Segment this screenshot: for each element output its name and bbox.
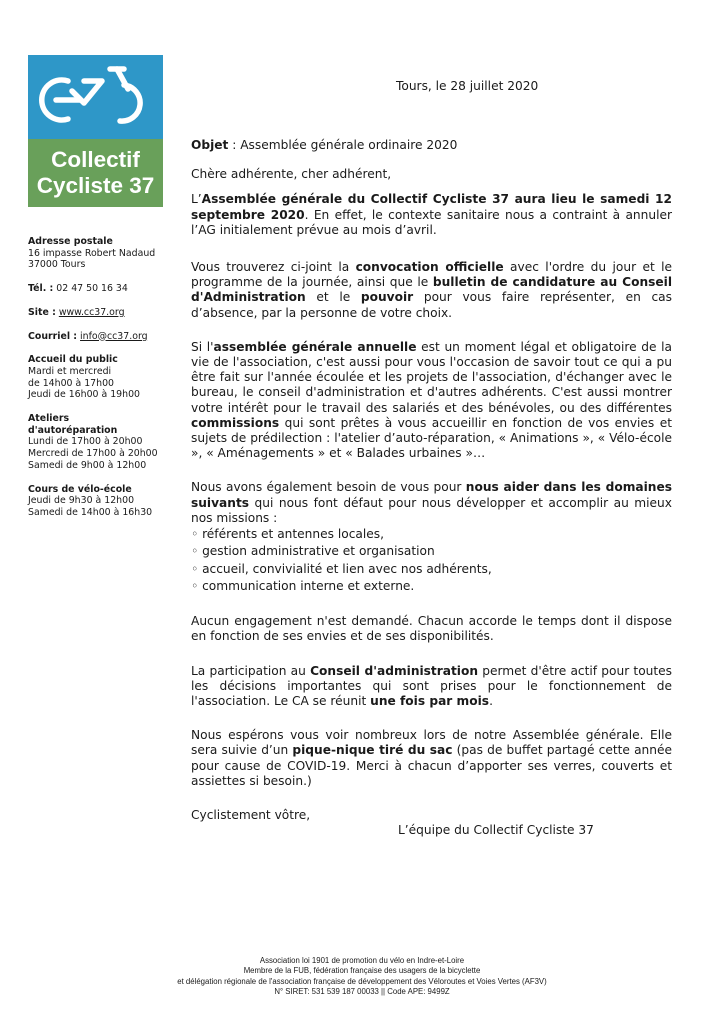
list-item: ◦ référents et antennes locales, [191,527,384,542]
site-block [28,307,178,319]
footer-line: Membre de la FUB, fédération française des usagers de la bicyclette [243,966,481,976]
paragraph-2: Vous trouverez ci-joint la convocation officielle avec l'ordre du jour et le programme de la journée, ainsi que le bulletin de candidature au Conseil d'Administration et le pouvoir pour vous faire représenter, en cas d’absence, par la personne de votre choix. [191,260,673,320]
public-line: de 14h00 à 17h00 [28,377,115,389]
logo-top-panel [28,55,163,139]
tel-label: Tél. : [28,283,54,295]
tel-block [28,283,178,295]
cours-line: Jeudi de 9h30 à 12h00 [28,495,135,507]
tel-value: 02 47 50 16 34 [56,283,128,295]
ag-date-highlight: Assemblée générale du Collectif Cycliste 37 aura lieu le samedi 12 septembre 2020 [191,192,672,222]
paragraph-3: Si l'assemblée générale annuelle est un moment légal et obligatoire de la vie de l'association, c'est aussi pour vous l'occasion de savoir tout ce qui a pu être fait sur l'année écoulée et les projets de l'association, d'échanger avec le bureau, le conseil d'administration et d'autres adhérents. C'est aussi montrer votre intérêt pour le travail des salariés et des bénévoles, ou des différentes commissions qui sont prêtes à vous accueillir en fonction de vos envies et sujets de prédilection : l'atelier d’auto-réparation, « Animations », « Vélo-école », « Aménagements » et « Balades urbaines »… [191,339,672,461]
public-line: Jeudi de 16h00 à 19h00 [28,389,141,401]
cours-block [28,484,178,519]
ca-highlight: Conseil d'administration [310,663,479,678]
public-label: Accueil du public [28,354,118,366]
paragraph-6: La participation au Conseil d'administration permet d'être actif pour toutes les décisions importantes qui sont prises pour le fonctionnement de l'association. Le CA se réunit une fois par mois. [191,663,672,709]
letter-body [191,138,672,838]
convocation-highlight: convocation officielle [355,260,504,275]
site-link[interactable]: www.cc37.org [58,306,125,318]
commissions-highlight: commissions [191,415,280,430]
ag-annuelle-highlight: assemblée générale annuelle [213,339,417,354]
list-item: ◦ communication interne et externe. [191,578,415,593]
cours-line: Samedi de 14h00 à 16h30 [28,506,153,518]
address-line-1: 16 impasse Robert Nadaud [28,247,156,259]
mail-link[interactable]: info@cc37.org [80,330,148,342]
ateliers-label-2: d'autoréparation [28,424,118,436]
domains-list [191,526,672,595]
logo-bottom-panel [28,139,163,207]
footer-line: N° SIRET: 531 539 187 00033 || Code APE: 9499Z [274,986,450,996]
ateliers-line: Lundi de 17h00 à 20h00 [28,436,143,448]
subject-label: Objet [191,138,229,152]
address-label: Adresse postale [28,236,113,247]
site-label: Site : [28,306,56,318]
public-line: Mardi et mercredi [28,365,112,377]
logo-line-1: Collectif [51,147,140,172]
sidebar [28,236,178,531]
pouvoir-highlight: pouvoir [360,290,414,305]
ateliers-line: Mercredi de 17h00 à 20h00 [28,448,158,460]
picnic-highlight: pique-nique tiré du sac [292,743,453,758]
cours-label: Cours de vélo-école [28,483,132,495]
paragraph-7: Nous espérons vous voir nombreux lors de notre Assemblée générale. Elle sera suivie d’un pique-nique tiré du sac (pas de buffet partagé cette année pour cause de COVID-19. Merci à chacun d’apporter ses verres, couverts et assiettes si besoin.) [191,728,672,788]
mail-label: Courriel : [28,330,78,342]
ateliers-label-1: Ateliers [28,413,70,425]
footer-line: Association loi 1901 de promotion du vélo en Indre-et-Loire [259,956,465,965]
subject-line [191,138,672,153]
list-item: ◦ gestion administrative et organisation [191,544,435,559]
signature: L’équipe du Collectif Cycliste 37 [398,823,594,838]
paragraph-1: L’Assemblée générale du Collectif Cycliste 37 aura lieu le samedi 12 septembre 2020. En effet, le contexte sanitaire nous a contraint à annuler l’AG initialement prévue au mois d’avril. [191,192,672,237]
bulletin-highlight: bulletin de candidature au Conseil d'Administration [191,275,673,305]
ateliers-line: Samedi de 9h00 à 12h00 [28,459,147,471]
mail-block [28,331,178,343]
logo-line-2: Cycliste 37 [36,173,155,198]
logo [28,55,163,207]
address-line-2: 37000 Tours [28,259,86,271]
bicycle-icon [28,55,163,139]
paragraph-4: Nous avons également besoin de vous pour nous aider dans les domaines suivants qui nous font défaut pour nous développer et accomplir au mieux nos missions : [191,480,673,525]
subject-text: : Assemblée générale ordinaire 2020 [228,138,458,152]
domaines-highlight: nous aider dans les domaines suivants [191,480,673,510]
ateliers-block [28,413,178,472]
public-hours-block [28,354,178,401]
closing: Cyclistement vôtre, [191,808,311,823]
frequency-highlight: une fois par mois [370,694,490,709]
footer [120,956,604,997]
paragraph-5: Aucun engagement n'est demandé. Chacun accorde le temps dont il dispose en fonction de ses envies et de ses disponibilités. [191,614,672,644]
greeting: Chère adhérente, cher adhérent, [191,167,392,182]
letter-date: Tours, le 28 juillet 2020 [396,79,539,93]
footer-line: et délégation régionale de l'association française de développement des Véloroutes et Voies Vertes (AF3V) [177,976,547,986]
address-block [28,236,178,271]
list-item: ◦ accueil, convivialité et lien avec nos adhérents, [191,561,492,576]
